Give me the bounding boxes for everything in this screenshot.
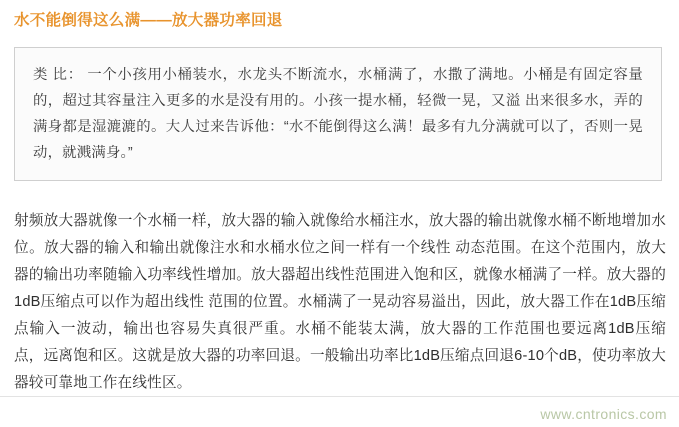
site-watermark: www.cntronics.com	[540, 406, 667, 422]
page-title: 水不能倒得这么满——放大器功率回退	[14, 12, 283, 29]
analogy-callout-box	[14, 47, 662, 181]
body-paragraph: 射频放大器就像一个水桶一样，放大器的输入就像给水桶注水，放大器的输出就像水桶不断地增加水位。放大器的输入和输出就像注水和水桶水位之间一样有一个线性 动态范围。在这个范围内，放大器的输出功率随输入功率线性增加。放大器超出线性范围进入饱和区，就像水桶满了一样。放大器的1dB压缩点可以作为超出线性 范围的位置。水桶满了一晃动容易溢出，因此，放大器工作在1dB压缩点输入一波动，输出也容易失真很严重。水桶不能装太满，放大器的工作范围也要远离1dB压缩 点，远离饱和区。这就是放大器的功率回退。一般输出功率比1dB压缩点回退6-10个dB，使功率放大器较可靠地工作在线性区。	[14, 213, 666, 391]
analogy-paragraph: 类 比： 一个小孩用小桶装水，水龙头不断流水，水桶满了，水撒了满地。小桶是有固定容量的，超过其容量注入更多的水是没有用的。小孩一提水桶，轻微一晃，又溢 出来很多水，弄的满身都是湿漉漉的。大人过来告诉他：“水不能倒得这么满！最多有九分满就可以了，否则一晃动，就溅满身。”	[33, 67, 643, 161]
footer-divider	[0, 396, 679, 397]
